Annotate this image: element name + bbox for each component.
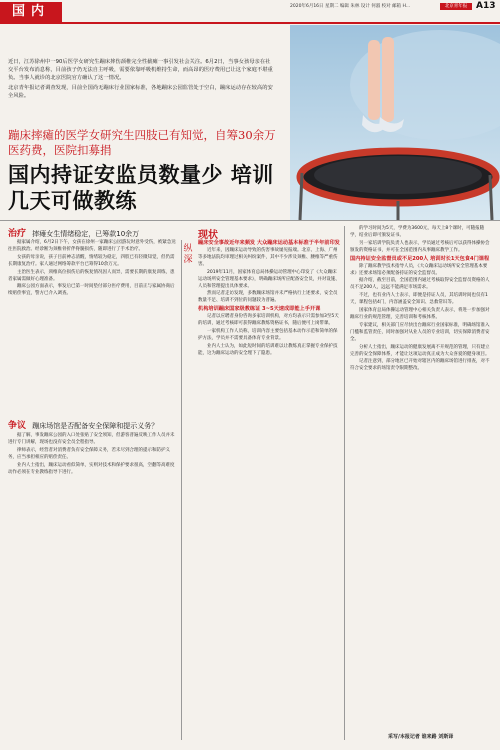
paragraph: 记者注意到，部分地区已开始对辖区内的蹦床场馆进行排查，对不符合安全要求的场馆责令限期整改。 [350,359,490,372]
paragraph: 律师表示，经营者对消费者负有安全保障义务，若未尽到合理的提示和防护义务，应当承担相应的赔偿责任。 [8,447,170,460]
kicker-tag: 治疗 [8,229,27,239]
column-rule [344,226,345,740]
paragraph: 然而记者走访发现，多数蹦床场馆并未严格执行上述要求，安全员数量不足、培训不到位的问题较为普遍。 [198,291,338,304]
newspaper-badge: 北京青年报 [440,3,472,10]
kicker-text: 蹦床场馆是否配备安全保障和提示义务？ [32,422,159,430]
lead-paragraph: 北京青年报记者调查发现，目前全国尚无蹦床行业国家标准，各地蹦床公园监管处于空白，蹦床运动存在较高的安全风险。 [8,84,273,99]
article-title: 国内持证安监员数量少 培训几天可做教练 [8,163,274,213]
lead-paragraphs [8,58,273,101]
paragraph: 业内人士指出，蹦床运动看似简单，实则对技术和保护要求很高，空翻等高难度动作必须在专业教练指导下进行。 [8,462,175,475]
paragraph: 一家机构工作人员称，培训内容主要包括基本动作示范和简单的保护方法，学员并不需要具备体育专业背景。 [198,329,338,341]
paragraph: 除了蹦床教学技术指导人员，《大众蹦床运动场所安全管理基本要求》还要求场馆必须配备持证的安全监督员。 [350,263,488,276]
page-header [0,0,500,22]
byline: 采写/本报记者 谁来路 刘斯译 [388,734,454,740]
kicker-tag: 争议 [8,421,27,431]
paragraph: 2019年11月，国家体育总局体操运动管理中心印发了《大众蹦床运动场所安全管理基本要求》，明确蹦床场所应配备安全员，并对设施、人员和管理提出具体要求。 [198,269,340,289]
paragraph: 据了解，事发蹦床公园的入口处张贴了安全须知，但游客普遍反映工作人员并未进行专门讲解，现场也没有安全员全程指导。 [8,433,175,445]
kicker-text: 摔瘫女生情绪稳定，已筹款10余万 [32,230,140,238]
header-rule [0,22,500,24]
paragraph: 据介绍，截至目前，全国范围内通过考核取得安全监督员资格的人员不足200人，远远不能满足市场需求。 [350,278,490,291]
lead-paragraph: 近日，江苏徐州中一90后医学女研究生蹦床摔伤颈椎完全性截瘫一事引发社会关注。6月2日，当事女孩母亲在社交平台发布消息称，目前孩子仍无法自主呼吸，需要依靠呼吸机维持生命，而高昂的医疗费用已让这个家庭不堪重负。当事人就诊的北京医院官方确认了这一情况。 [8,59,273,82]
article-subtitle: 蹦床摔瘫的医学女研究生四肢已有知觉，自筹30余万医药费，医院扣募捐 [8,128,276,157]
section-divider [0,220,500,221]
subheading: 蹦床安全事故近年来频发 大众蹦床运动基本标准于半年前印发 [198,240,340,246]
paragraph: 不过，也有业内人士表示，即便是持证人员，其培训时间也仅有1天，课程包括4门，内容涵盖安全知识、急救常识等。 [350,293,488,306]
paragraph: 主治医生表示，颈椎高位损伤后的恢复情况因人而异，需要长期的康复训练，患者家属需做好心理准备。 [8,269,175,282]
paragraph: 业内人士认为，如此短时间的培训难以让教练真正掌握专业保护技能，这为蹦床运动的安全埋下了隐患。 [198,343,338,356]
trampoline-illustration [290,25,500,220]
paragraph: 近年来，因蹦床运动导致的伤害事故屡见报端。北京、上海、广州等多地法院均审理过相关纠纷案件，其中不少涉及颈椎、腰椎等严重伤害。 [198,248,338,267]
column-rule [181,240,182,740]
paragraph: 女孩的母亲说，孩子目前神志清醒，情绪较为稳定，四肢已有轻微知觉，但仍需长期康复治疗。家人通过网络筹款平台已筹得10余万元。 [8,254,175,267]
column-3-body [350,226,492,374]
paragraph: 分析人士指出，蹦床运动的健康发展离不开规范的管理，只有建立完善的安全保障体系，才能让这项运动真正成为大众喜爱的健身项目。 [350,344,490,357]
trampoline-photo [290,25,500,220]
column-2-body [198,240,340,359]
paragraph: 据家属介绍，6月2日下午，女孩在徐州一家蹦床公园游玩时意外受伤，被紧急送往医院救治。经诊断为颈椎骨折伴脊髓损伤，随即进行了手术治疗。 [8,240,176,252]
kicker-treatment [8,226,168,239]
paragraph: 的学习时间为5天，学费为3600元，每天上8个课时，可随报随学，结业后即可颁发证书。 [350,226,485,238]
page-number: A13 [476,1,496,11]
subheading: 国内持证安全监督员或不足200人 培训时长1天包食4门课程 [350,255,490,262]
paragraph: 记者以应聘者身份咨询多家培训机构，对方均表示只需参加3至5天的培训，通过考核即可获得蹦床教练资格证书，随后便可上岗带课。 [198,314,339,327]
paragraph: 另一家培训学院负责人也表示，学员通过考核后可以获得体操协会颁发的资格证书，并可在全国范围内从事蹦床教学工作。 [350,240,490,253]
section-label: 国内 [0,2,62,22]
paragraph: 专家建议，相关部门应尽快出台蹦床行业国家标准，明确场馆准入门槛和监管责任，同时加强对从业人员的专业培训，切实保障消费者安全。 [350,322,490,342]
paragraph: 国家体育总局体操运动管理中心相关负责人表示，将进一步加强对蹦床行业的规范管理，完善培训和考核体系。 [350,308,490,320]
kicker-status [198,226,218,241]
kicker-tag: 现状 [198,230,218,241]
column-1b-body [8,433,178,477]
kicker-dispute [8,418,168,431]
header-meta: 2020年6月16日 星期二 编辑 朱林 设计 何淑 校对 邮箱 H... [290,4,411,9]
subheading: 机构培训蹦床国家级教练证 3~5天速成即能上手开课 [198,306,321,313]
zongshen-label: 纵深 [183,244,193,265]
paragraph: 蹦床公园方面表示，事发后已第一时间垫付部分医疗费用，目前正与家属协商后续赔偿事宜，警方已介入调查。 [8,284,175,297]
column-1-body [8,240,178,299]
